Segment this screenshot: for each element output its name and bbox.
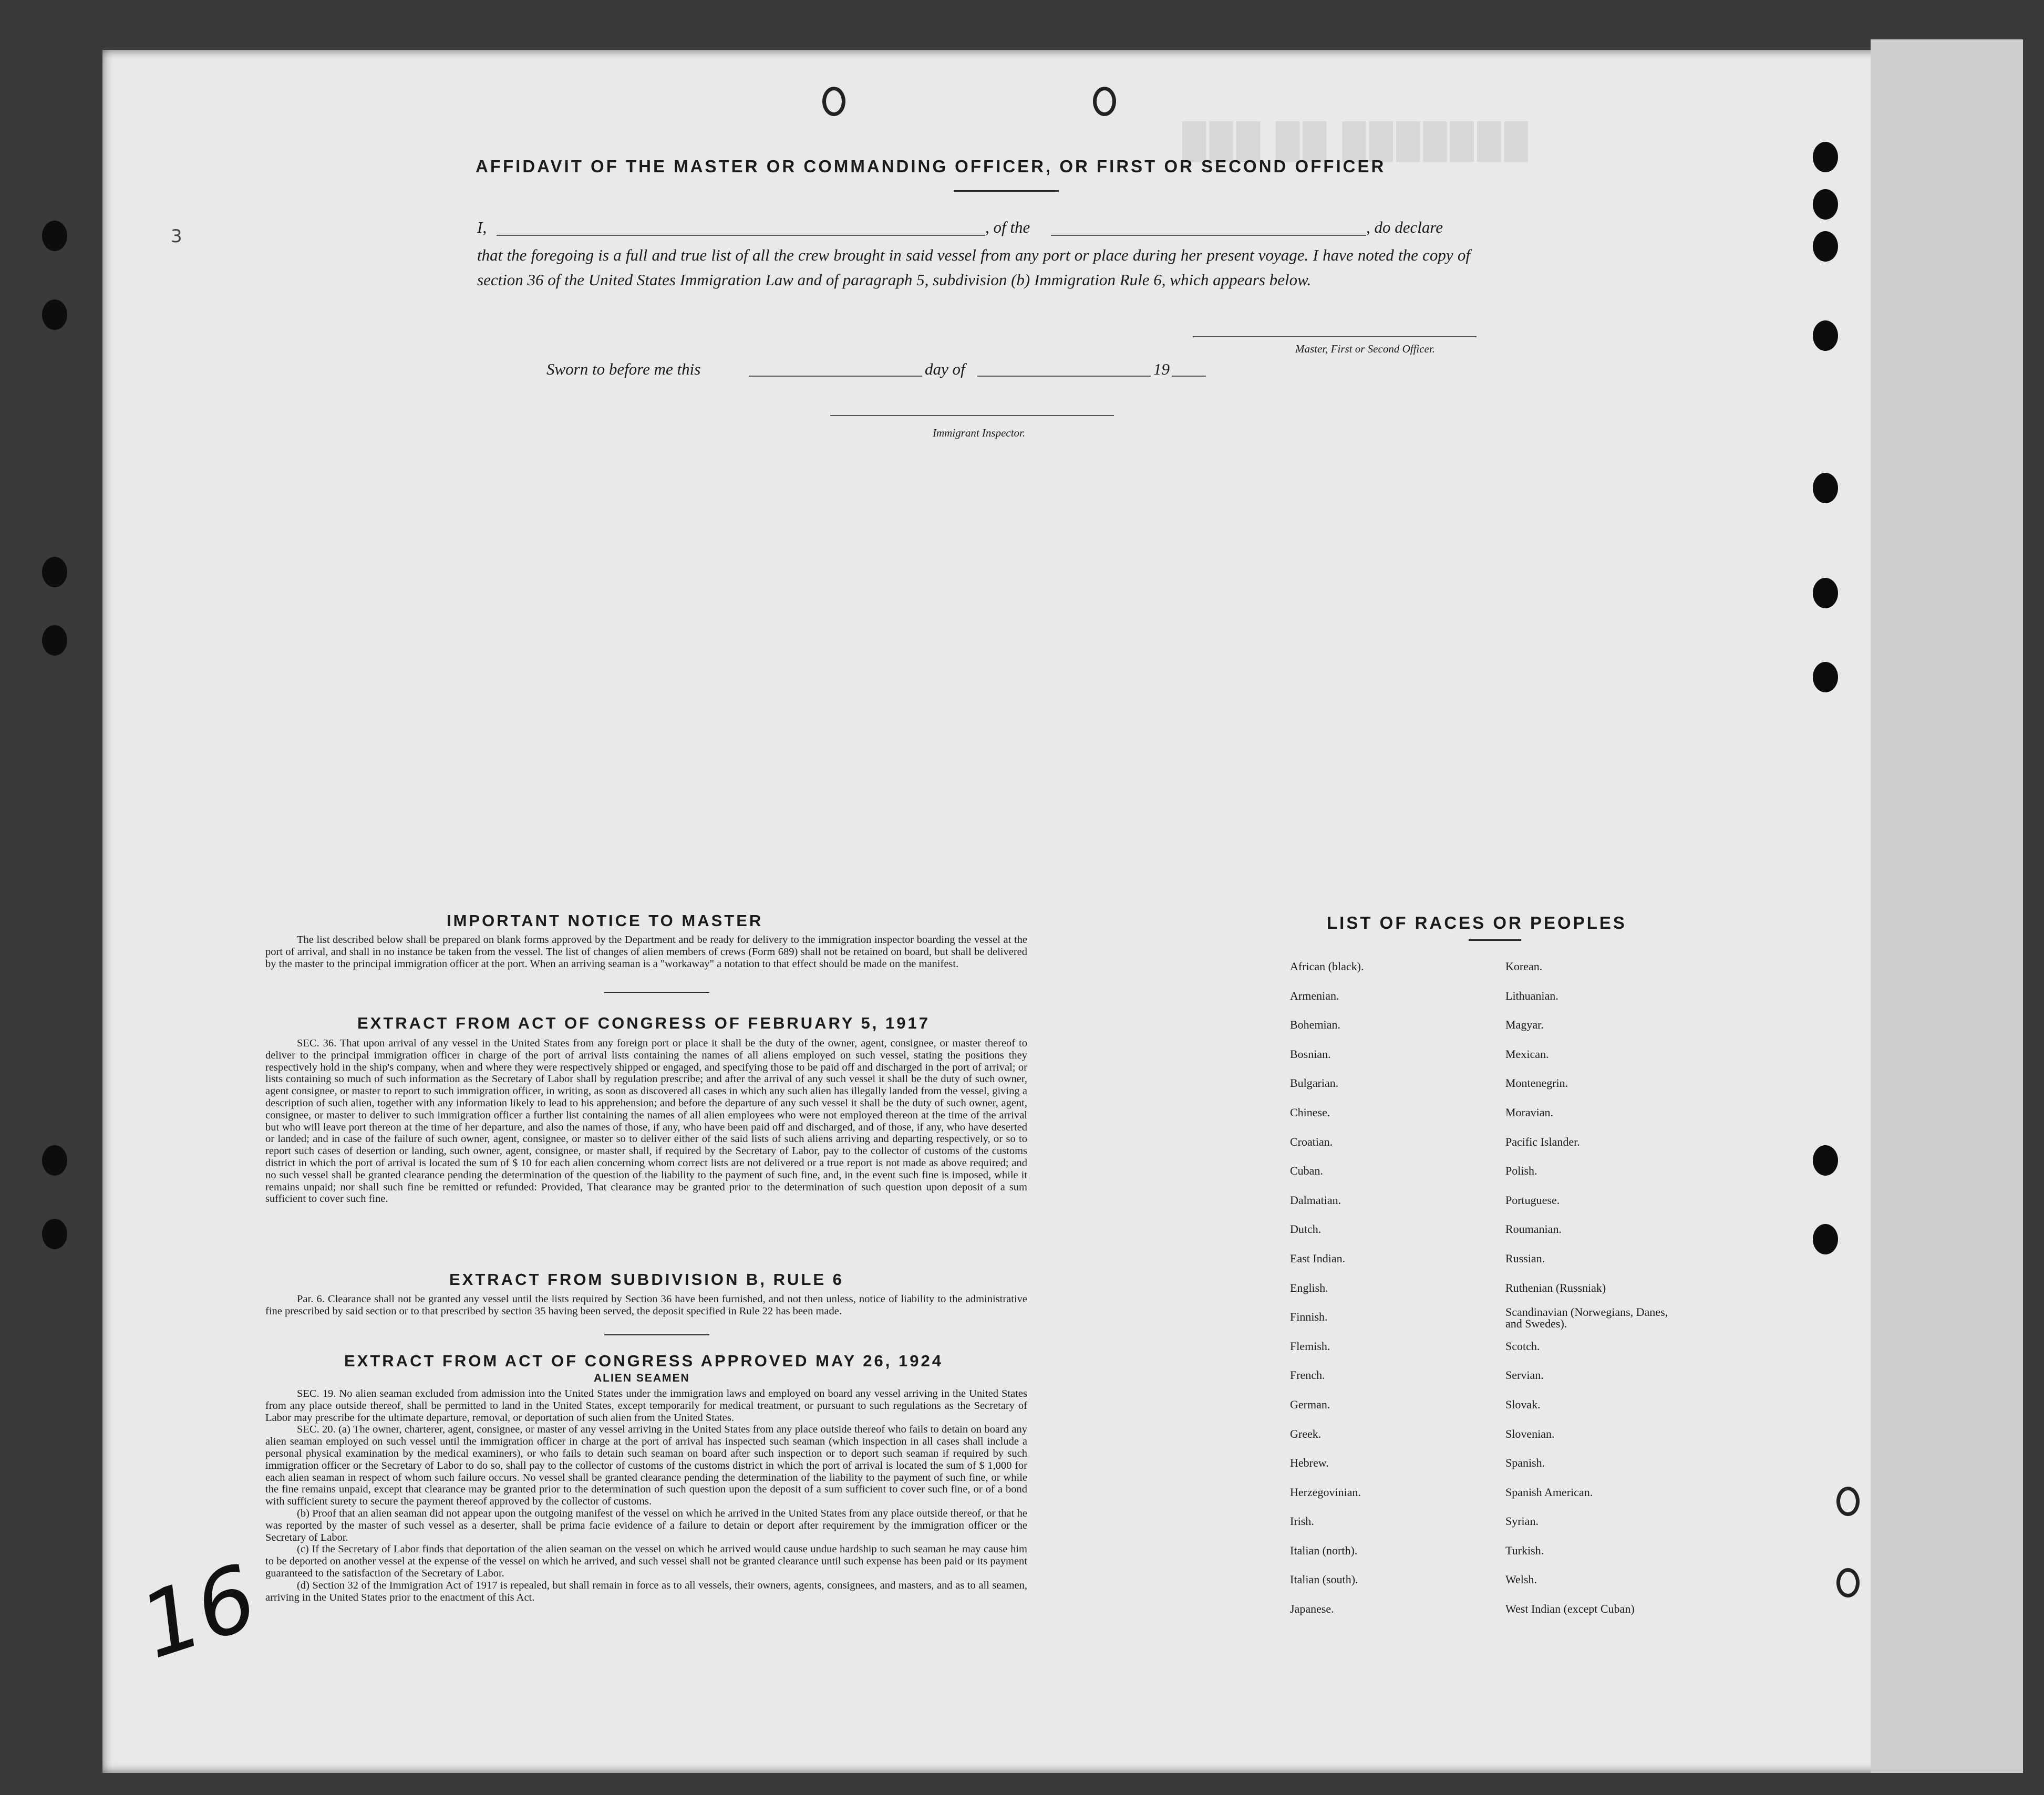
race-item: Dalmatian. [1290, 1193, 1341, 1207]
inspector-signature-line [830, 415, 1114, 416]
race-item: Magyar. [1505, 1018, 1544, 1032]
race-item: Scotch. [1505, 1339, 1540, 1353]
punch-hole [1813, 1224, 1838, 1254]
race-item: Chinese. [1290, 1105, 1330, 1119]
race-item: Bulgarian. [1290, 1076, 1339, 1090]
extract-1924-paragraph: (c) If the Secretary of Labor finds that deportation of the alien seaman on the vessel on which he arrived would cause undue hardship to such seaman he may cause him to be deported on another vessel at the expense of the vessel on which he arrived, and such vessel shall not be granted clearance until such expense has been paid or its payment guaranteed to the satisfaction of the Secretary of Labor. [265, 1543, 1027, 1579]
race-item: Spanish. [1505, 1456, 1545, 1470]
race-item: Armenian. [1290, 989, 1339, 1002]
master-label: Master, First or Second Officer. [1295, 343, 1435, 355]
race-item: African (black). [1290, 960, 1364, 973]
race-item: Korean. [1505, 960, 1543, 973]
punch-hole [1813, 189, 1838, 220]
punch-hole [1813, 320, 1838, 351]
race-item: English. [1290, 1281, 1328, 1294]
punch-hole [42, 557, 67, 587]
name-blank [497, 235, 985, 236]
race-item: Bohemian. [1290, 1018, 1340, 1032]
handwritten-margin-mark: 3 [171, 226, 182, 247]
affidavit-body: that the foregoing is a full and true list of all the crew brought in said vessel from any port or place during her present voyage. I have noted the copy of section 36 of the United States Immigration Law and of paragraph 5, subdivision (b) Immigration Rule 6, which appears below. [477, 246, 1470, 289]
race-item: Ruthenian (Russniak) [1505, 1281, 1606, 1294]
punch-hole [1813, 142, 1838, 172]
punch-hole [1813, 578, 1838, 608]
extract-1924-paragraph: SEC. 20. (a) The owner, charterer, agent, consignee, or master of any vessel arriving in the United States from any place outside thereof who fails to detain on board any alien seaman employed on such vessel until the immigration officer in charge at the port of arrival has inspected such seaman (which inspection in all cases shall include a personal physical examination by the medical examiners), or who fails to detain such seaman on board after such inspection or to deport such seaman if required by such immigration officer or the Secretary of Labor to do so, shall pay to the collector of customs of the customs district in which the port of arrival is located the sum of $ 1,000 for each alien seaman in respect of whom such failure occurs. No vessel shall be granted clearance pending the determination of the liability to the payment of such fine, or while the fine remains unpaid, except that clearance may be granted prior to the determination of such question upon the deposit of a sum sufficient to cover such fine, or of a bond with sufficient surety to secure the payment thereof approved by the collector of customs. [265, 1424, 1027, 1508]
race-item: Croatian. [1290, 1135, 1333, 1148]
races-title: LIST OF RACES OR PEOPLES [1327, 913, 1627, 932]
extract-1924-subtitle: ALIEN SEAMEN [594, 1372, 690, 1384]
punch-hole [1836, 1568, 1860, 1597]
race-item: German. [1290, 1397, 1330, 1411]
race-item: Hebrew. [1290, 1456, 1329, 1470]
race-item: Italian (south). [1290, 1573, 1358, 1586]
title-underline [954, 190, 1059, 192]
extract-1917-title: EXTRACT FROM ACT OF CONGRESS OF FEBRUARY 5, 1917 [357, 1014, 930, 1032]
punch-hole [822, 87, 845, 116]
race-item: Russian. [1505, 1251, 1545, 1265]
bleed-through-header: ███ ██ ███████ [1182, 121, 1531, 159]
inspector-label: Immigrant Inspector. [933, 427, 1026, 439]
race-item: French. [1290, 1368, 1325, 1382]
race-item: Roumanian. [1505, 1222, 1562, 1236]
race-item: Flemish. [1290, 1339, 1330, 1353]
race-item: Slovenian. [1505, 1427, 1555, 1440]
race-item: Herzegovinian. [1290, 1485, 1361, 1499]
notice-title: IMPORTANT NOTICE TO MASTER [447, 911, 763, 930]
race-item: Welsh. [1505, 1573, 1537, 1586]
punch-hole [42, 1145, 67, 1176]
punch-hole [1836, 1487, 1860, 1516]
race-item: Syrian. [1505, 1514, 1539, 1528]
affidavit-title: AFFIDAVIT OF THE MASTER OR COMMANDING OFFICER, OR FIRST OR SECOND OFFICER [476, 157, 1386, 176]
affidavit-line1-of: , of the [985, 218, 1030, 236]
punch-hole [42, 1219, 67, 1249]
punch-hole [42, 221, 67, 251]
handwritten-page-number: 16 [128, 1545, 269, 1679]
race-item: Japanese. [1290, 1602, 1334, 1616]
punch-hole [1813, 473, 1838, 503]
punch-hole [1813, 662, 1838, 692]
punch-hole [42, 625, 67, 656]
extract-1924-paragraph: (b) Proof that an alien seaman did not appear upon the outgoing manifest of the vessel on which he arrived in the United States from any place outside thereof, or that he was reported by the master of such vessel as a deserter, shall be prima facie evidence of a failure to detain or deport after requirement by the immigration officer or the Secretary of Labor. [265, 1507, 1027, 1543]
race-item: Portuguese. [1505, 1193, 1560, 1207]
punch-hole [1813, 231, 1838, 262]
rule6-text: Par. 6. Clearance shall not be granted any vessel until the lists required by Section 36 have been furnished, and not then unless, notice of liability to the administrative fine prescribed by said section or to that prescribed by section 35 having been served, the deposit specified in Rule 22 has been made. [265, 1293, 1027, 1317]
race-item: Montenegrin. [1505, 1076, 1568, 1090]
race-item: Scandinavian (Norwegians, Danes, and Swedes). [1505, 1305, 1668, 1331]
race-item: Lithuanian. [1505, 989, 1558, 1002]
race-item: Spanish American. [1505, 1485, 1593, 1499]
section-divider [604, 992, 709, 993]
punch-hole [1093, 87, 1116, 116]
extract-1924-text [265, 1388, 1027, 1603]
extract-1924-paragraph: SEC. 19. No alien seaman excluded from admission into the United States under the immigration laws and employed on board any vessel arriving in the United States from any place outside thereof, shall be permitted to land in the United States, except temporarily for medical treatment, or pursuant to such regulations as the Secretary of Labor may prescribe for the ultimate departure, removal, or deportation of such alien from the United States. [265, 1388, 1027, 1424]
races-underline [1469, 939, 1521, 941]
punch-hole [1813, 1145, 1838, 1176]
races-column-2 [1505, 952, 1695, 1624]
sworn-month-blank [977, 376, 1151, 377]
race-item: Dutch. [1290, 1222, 1322, 1236]
extract-1924-title: EXTRACT FROM ACT OF CONGRESS APPROVED MAY 26, 1924 [344, 1352, 943, 1370]
master-signature-line [1193, 336, 1477, 337]
day-of-label: day of [925, 360, 965, 378]
race-item: Mexican. [1505, 1047, 1549, 1061]
race-item: Finnish. [1290, 1310, 1328, 1324]
race-item: Greek. [1290, 1427, 1322, 1440]
notice-text: The list described below shall be prepared on blank forms approved by the Department and be ready for delivery to the immigration inspector boarding the vessel at the port of arrival, and shall in no instance be taken from the vessel. The list of changes of alien members of crews (Form 689) shall not be retained on board, but shall be delivered by the master to the principal immigration officer at the port. When an arriving seaman is a "workaway" a notation to that effect should be made on the manifest. [265, 934, 1027, 970]
sworn-label: Sworn to before me this [546, 360, 701, 378]
races-column-1 [1290, 952, 1364, 1624]
race-item: Slovak. [1505, 1397, 1541, 1411]
year-label: 19 [1153, 360, 1170, 378]
race-item: Italian (north). [1290, 1543, 1358, 1557]
race-item: Bosnian. [1290, 1047, 1331, 1061]
race-item: Pacific Islander. [1505, 1135, 1580, 1148]
section-divider [604, 1334, 709, 1335]
vessel-blank [1051, 235, 1366, 236]
sworn-day-blank [749, 376, 922, 377]
affidavit-line1-declare: , do declare [1366, 218, 1443, 236]
punch-hole [42, 299, 67, 330]
race-item: Servian. [1505, 1368, 1544, 1382]
year-blank [1172, 376, 1206, 377]
race-item: West Indian (except Cuban) [1505, 1602, 1635, 1616]
rule6-title: EXTRACT FROM SUBDIVISION B, RULE 6 [449, 1270, 844, 1289]
race-item: Cuban. [1290, 1164, 1323, 1178]
extract-1917-text: SEC. 36. That upon arrival of any vessel in the United States from any foreign port or place it shall be the duty of the owner, agent, consignee, or master thereof to deliver to the principal immigration officer in charge of the port of arrival lists containing the names of all aliens employed on such vessel, stating the positions they respectively hold in the ship's company, when and where they were respectively shipped or engaged, and specifying those to be paid off and discharged in the port of arrival; or lists containing so much of such information as the Secretary of Labor shall by regulation prescribe; and after the arrival of any such vessel it shall be the duty of such owner, agent consignee, or master to report to such immigration officer, in writing, as soon as discovered all cases in which any such alien has illegally landed from the vessel, giving a description of such alien, together with any information likely to lead to his apprehension; and before the departure of any such vessel it shall be the duty of such owner, agent, consignee, or master to deliver to such immigration officer a further list containing the names of all alien employees who were not employed thereon at the time of the arrival but who will leave port thereon at the time of her departure, and also the names of those, if any, who have been paid off and discharged, and of those, if any, who have deserted or landed; and in case of the failure of such owner, agent, consignee, or master so to deliver either of the said lists of such aliens arriving and departing respectively, or so to report such cases of desertion or landing, such owner, agent, consignee, or master shall, if required by the Secretary of Labor, pay to the collector of customs of the customs district in which the port of arrival is located the sum of $ 10 for each alien concerning whom correct lists are not delivered or a true report is not made as above required; and no such vessel shall be granted clearance pending the determination of the question of the liability to the payment of such fine, and, in the event such fine is imposed, while it remains unpaid; nor shall such fine be remitted or refunded: Provided, That clearance may be granted prior to the determination of such question upon deposit of a sum sufficient to cover such fine. [265, 1037, 1027, 1205]
race-item: Turkish. [1505, 1543, 1544, 1557]
race-item: Polish. [1505, 1164, 1537, 1178]
race-item: East Indian. [1290, 1251, 1346, 1265]
race-item: Moravian. [1505, 1105, 1554, 1119]
extract-1924-paragraph: (d) Section 32 of the Immigration Act of 1917 is repealed, but shall remain in force as to all vessels, their owners, agents, consignees, and masters, and as to all seamen, arriving in the United States prior to the enactment of this Act. [265, 1579, 1027, 1603]
affidavit-line1-i: I, [477, 218, 487, 236]
race-item: Irish. [1290, 1514, 1314, 1528]
underlying-page-edge [1871, 39, 2023, 1773]
